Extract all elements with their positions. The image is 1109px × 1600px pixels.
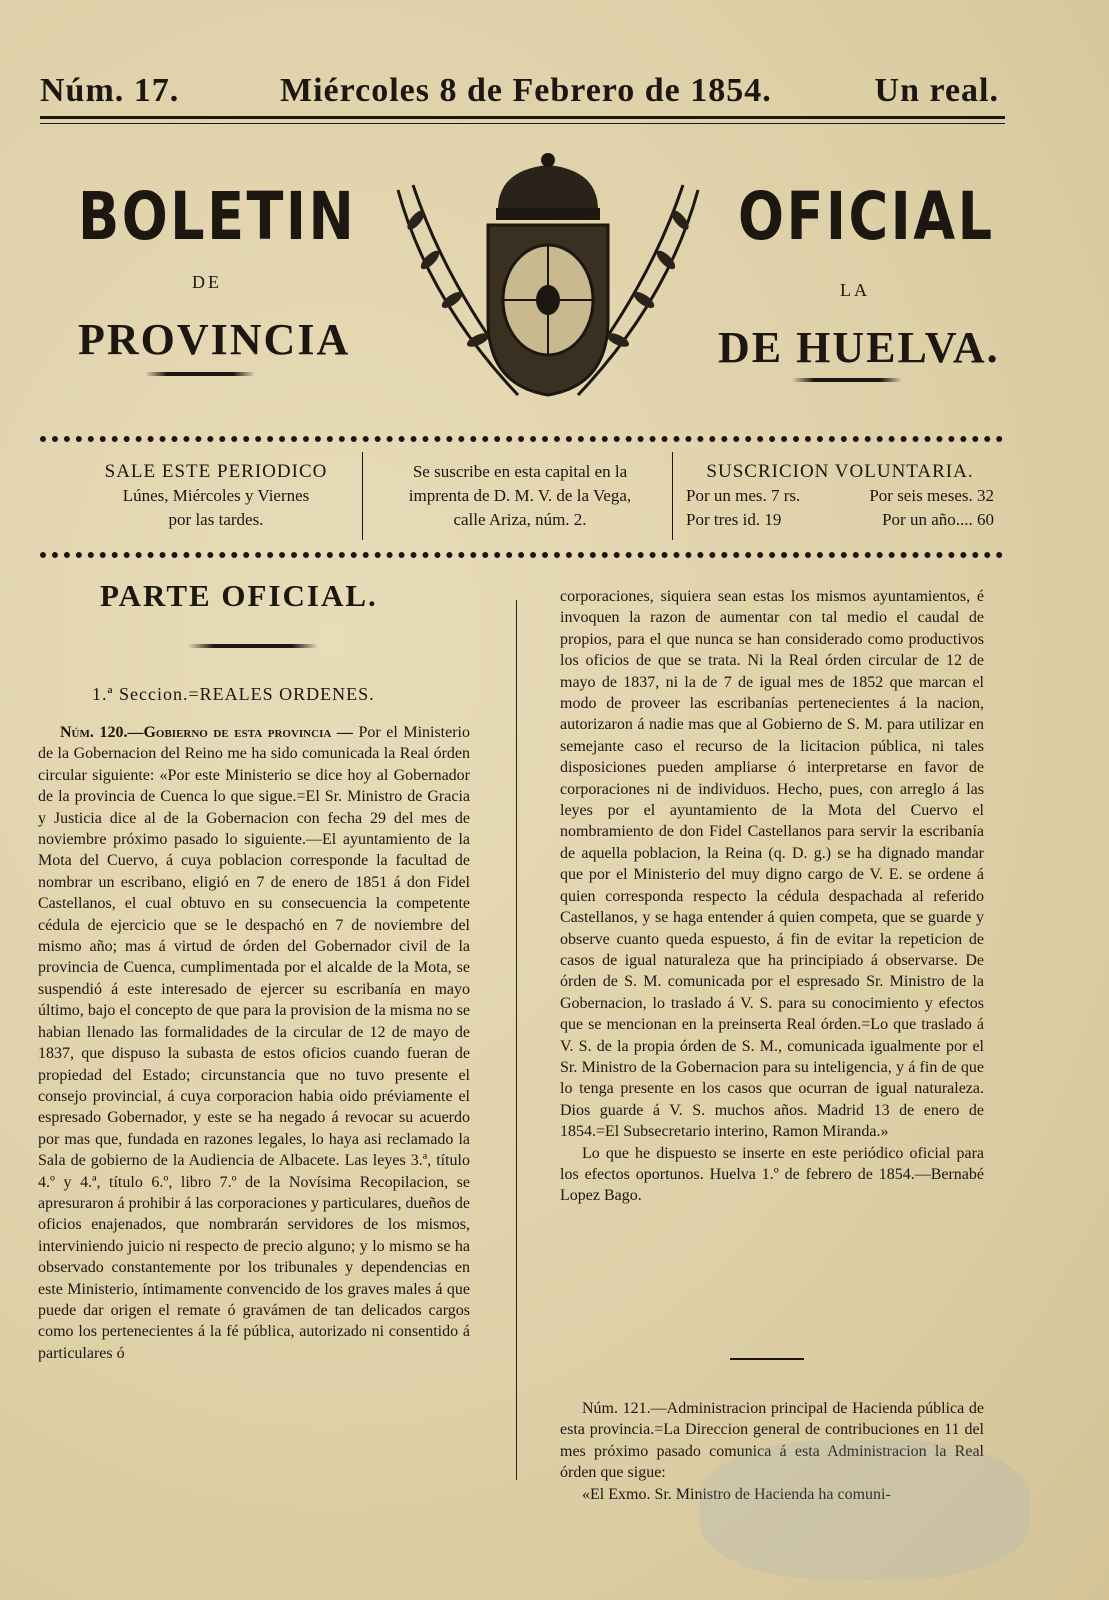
schedule-days: Lúnes, Miércoles y Viernes (122, 486, 310, 505)
issue-price: Un real. (874, 72, 999, 109)
publication-schedule (52, 460, 380, 532)
article-paragraph: corporaciones, siquiera sean estas los mismos ayuntamientos, é invoquen la razon de aumentar con tal medio el caudal de propios, para el que nunca se han considerado como productivos los oficios de que se trata. Ni la Real órden circular de 12 de mayo de 1837, ni la de 7 de igual mes de 1852 que marcan el modo de proveer las escribanías pertenecientes á la nacion, autorizaron á nadie mas que al Gobierno de S. M. para utilizar en semejante caso el recurso de la licitacion pública, ni tales disposiciones pueden ampliarse ó interpretarse en favor de corporaciones ni de individuos. Hecho, pues, con arreglo á las leyes por el ayuntamiento de la Mota del Cuervo el nombramiento de don Fidel Castellanos para servir la escribanía de aquella poblacion, la Reina (q. D. g.) se ha dignado mandar que por el Ministerio del muy digno cargo de V. E. se ordene á quien corresponda respecto la cédula despachada al referido Castellanos, y se haga entender á quien competa, que se guarde y observe cuanto queda espuesto, á fin de evitar la repeticion de casos de igual naturaleza que ha principiado á observarse. De órden de S. M. comunicada por el espresado Sr. Ministro de la Gobernacion, lo traslado á V. S. para su conocimiento y efectos que se mencionan en la preinserta Real órden.=Lo que traslado á V. S. de la propia órden de S. M., comunicada igualmente por el Sr. Ministro de la Gobernacion para su inteligencia, y á fin de que lo tenga presente en los casos que ocurran de igual naturaleza. Dios guarde á V. S. muchos años. Madrid 13 de enero de 1854.=El Subsecretario interino, Ramon Miranda.» (560, 588, 984, 1141)
location-line-3: calle Ariza, núm. 2. (453, 510, 587, 529)
masthead-de: DE (192, 272, 222, 292)
article-paragraph: Núm. 121.—Administracion principal de Hacienda pública de esta provincia.=La Direccion general de contribuciones en 11 del mes próximo pasado comunica á esta Administracion la Real órden que sigue: (560, 1400, 984, 1482)
article-paragraph: «El Exmo. Sr. Ministro de Hacienda ha comuni- (582, 1485, 891, 1503)
schedule-time: por las tardes. (168, 510, 264, 529)
header-rule (40, 116, 1005, 124)
article-paragraph (38, 722, 470, 1364)
separator-rule (730, 1358, 804, 1360)
masthead-de-huelva: DE HUELVA. (718, 323, 1000, 372)
price-row (680, 508, 1000, 532)
subscription-box (40, 436, 1003, 558)
column-separator (672, 452, 673, 540)
ornament-rule (145, 372, 255, 376)
ornament-rule (792, 378, 902, 382)
location-line-2: imprenta de D. M. V. de la Vega, (408, 486, 632, 505)
article-body: Por el Ministerio de la Gobernacion del Reino me ha sido comunicada la Real órden circular siguiente: «Por este Ministerio se dice hoy al Gobernador de la provincia de Cuenca lo que sigue.=El Sr. Ministro de Gracia y Justicia dice al de la Gobernacion con fecha 29 del mes de noviembre próximo pasado lo siguiente.—El ayuntamiento de la Mota del Cuervo, á cuya poblacion corresponde la facultad de nombrar un escribano, eligió en 7 de enero de 1851 á don Fidel Castellanos, el cual obtuvo en su consecuencia la competente cédula de ejercicio que se le despachó en 7 de noviembre del mismo año; mas á virtud de órden del Gobernador civil de la provincia de Cuenca, cumplimentada por el alcalde de la Mota, se suspendió á este interesado de ejercer su escribanía en mayo último, bajo el concepto de que para la provision de la misma no se habian llenado las formalidades de la circular de 12 de mayo de 1837, que dispuso la subasta de estos oficios cuando fueran de propiedad del Estado; circunstancia que no tuvo presente el consejo provincial, á cuya corporacion habia oido préviamente el espresado Gobernador, y este se ha negado á revocar su acuerdo por mas que, fundada en razones legales, lo haya asi reclamado la Sala de gobierno de la Audiencia de Albacete. Las leyes 3.ª, título 4.º y 4.ª, título 6.º, libro 7.º de la Novísima Recopilacion, se apresuraron á prohibir á las corporaciones y particulares, dueños de oficios enajenados, que nombrarán servidores de los mismos, interviniendo juicio ni respecto de precio alguno; y lo mismo se ha observado constantemente por los tribunales y dependencias en este Ministerio, íntimamente convencido de los graves males á que puede dar origen el remate ó gravámen de tan delicados cargos como los pertenecientes á la fé pública, autorizado ni consentido á particulares ó (38, 724, 471, 1362)
schedule-title: SALE ESTE PERIODICO (104, 461, 328, 482)
article-lead: Núm. 120.—Gobierno de esta provincia — (60, 724, 353, 741)
subscription-location (370, 460, 670, 532)
masthead-provincia: PROVINCIA (78, 315, 351, 364)
ornament-rule (188, 644, 318, 648)
column-separator (362, 452, 363, 540)
issue-number: Núm. 17. (40, 72, 180, 109)
section-subtitle: 1.ª Seccion.=REALES ORDENES. (92, 684, 375, 704)
article-left-column (38, 722, 470, 1364)
masthead-boletin: BOLETIN (78, 178, 357, 255)
watermark-stamp (700, 1440, 1030, 1580)
prices-title: SUSCRICION VOLUNTARIA. (706, 461, 974, 482)
subscription-prices (680, 460, 1000, 532)
article-paragraph: Lo que he dispuesto se inserte en este periódico oficial para los efectos oportunos. Huelva 1.º de febrero de 1854.—Bernabé Lopez Bago. (560, 1144, 984, 1205)
royal-coat-of-arms-icon (368, 150, 728, 410)
price-month: Por un mes. 7 rs. (686, 486, 801, 505)
price-year: Por un año.... 60 (882, 510, 994, 529)
column-divider (516, 600, 517, 1480)
price-row (680, 484, 1000, 508)
location-line-1: Se suscribe en esta capital en la (412, 462, 628, 481)
section-title: PARTE OFICIAL. (100, 578, 378, 613)
article-right-column (560, 586, 984, 1207)
masthead-la: LA (840, 280, 870, 300)
masthead-oficial: OFICIAL (738, 178, 995, 255)
issue-date: Miércoles 8 de Febrero de 1854. (280, 72, 772, 109)
price-three-months: Por tres id. 19 (686, 510, 782, 529)
price-six-months: Por seis meses. 32 (869, 486, 994, 505)
